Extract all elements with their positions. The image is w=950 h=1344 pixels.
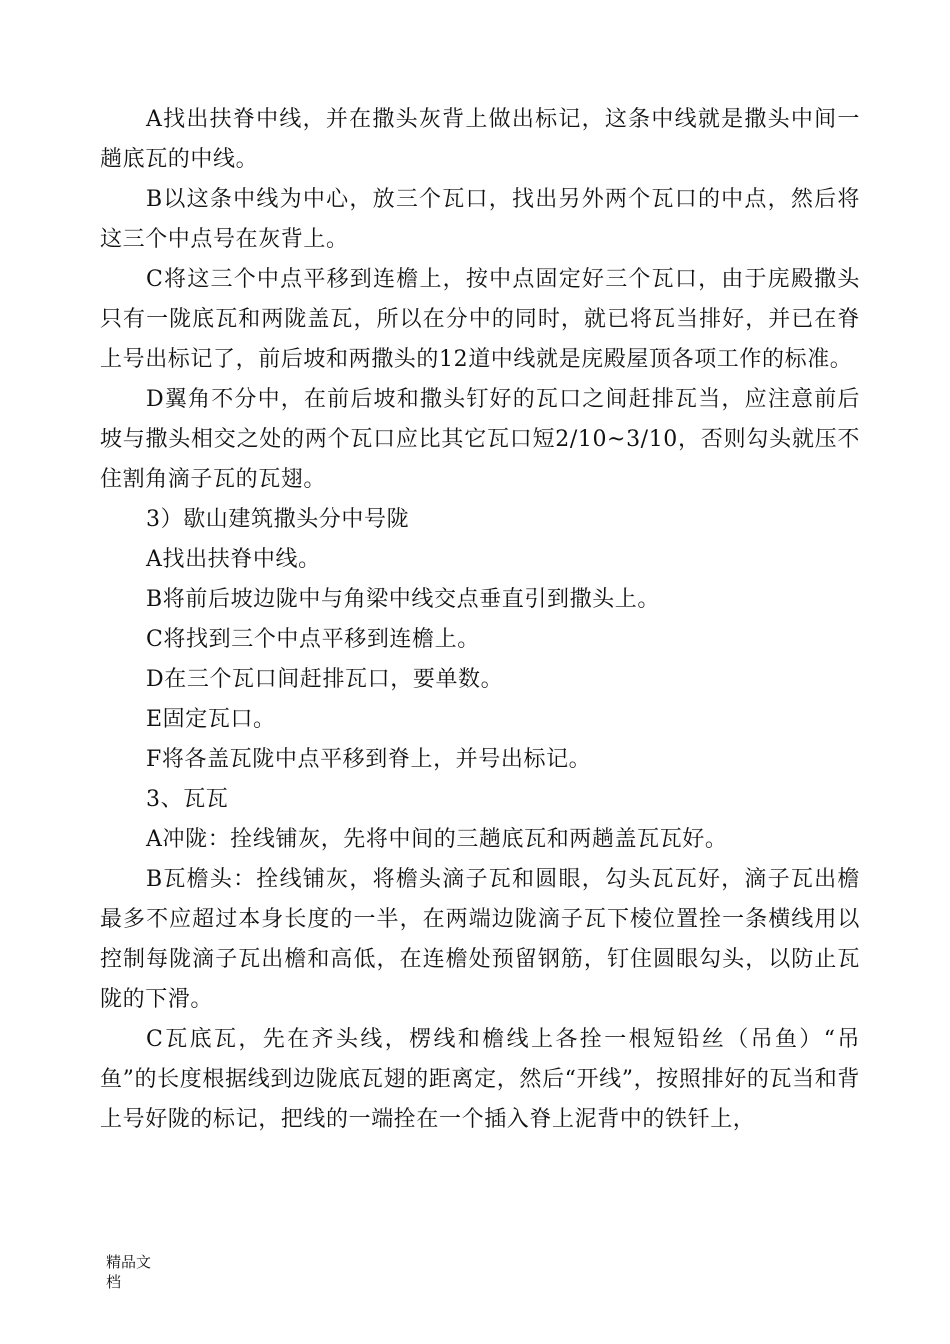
- footer-line-1: 精品文: [106, 1253, 152, 1271]
- page-footer: [106, 1252, 166, 1292]
- list-item-f: F将各盖瓦陇中点平移到脊上，并号出标记。: [146, 747, 592, 772]
- paragraph-b-three-tile-openings: B以这条中线为中心，放三个瓦口，找出另外两个瓦口的中点，然后将这三个中点号在灰背上。: [100, 187, 860, 252]
- document-body: [100, 100, 860, 1140]
- footer-line-2: 档: [106, 1273, 122, 1291]
- paragraph-c-bottom-tiles: C瓦底瓦，先在齐头线，楞线和檐线上各拴一根短铅丝（吊鱼）“吊鱼”的长度根据线到边陇底瓦翅的距离定，然后“开线”，按照排好的瓦当和背上号好陇的标记，把线的一端拴在一个插入脊上泥背中的铁钎上，: [100, 1027, 860, 1132]
- paragraph-c-move-midpoints: C将这三个中点平移到连檐上，按中点固定好三个瓦口，由于庑殿撒头只有一陇底瓦和两陇盖瓦，所以在分中的同时，就已将瓦当排好，并已在脊上号出标记了，前后坡和两撒头的12道中线就是庑殿屋顶各项工作的标准。: [100, 267, 860, 372]
- list-item-a: A找出扶脊中线。: [146, 547, 321, 572]
- paragraph-d-wing-corner: D翼角不分中，在前后坡和撒头钉好的瓦口之间赶排瓦当，应注意前后坡与撒头相交之处的两个瓦口应比其它瓦口短2/10~3/10，否则勾头就压不住割角滴子瓦的瓦翅。: [100, 387, 860, 492]
- paragraph-a-ridge-centerline: A找出扶脊中线，并在撒头灰背上做出标记，这条中线就是撒头中间一趟底瓦的中线。: [100, 107, 860, 172]
- paragraph-b-eave-head: B瓦檐头：拴线铺灰，将檐头滴子瓦和圆眼，勾头瓦瓦好，滴子瓦出檐最多不应超过本身长度的一半，在两端边陇滴子瓦下棱位置拴一条横线用以控制每陇滴子瓦出檐和高低，在连檐处预留钢筋，钉住圆眼勾头，以防止瓦陇的下滑。: [100, 867, 860, 1012]
- section-heading-tiling: 3、瓦瓦: [146, 787, 229, 812]
- list-item-c: C将找到三个中点平移到连檐上。: [146, 627, 480, 652]
- section-heading-xieshan: 3）歇山建筑撒头分中号陇: [146, 507, 410, 532]
- list-item-d: D在三个瓦口间赶排瓦口，要单数。: [146, 667, 504, 692]
- list-item-b: B将前后坡边陇中与角梁中线交点垂直引到撒头上。: [146, 587, 660, 612]
- paragraph-a-chonglong: A冲陇：拴线铺灰，先将中间的三趟底瓦和两趟盖瓦瓦好。: [146, 827, 728, 852]
- list-item-e: E固定瓦口。: [146, 707, 276, 732]
